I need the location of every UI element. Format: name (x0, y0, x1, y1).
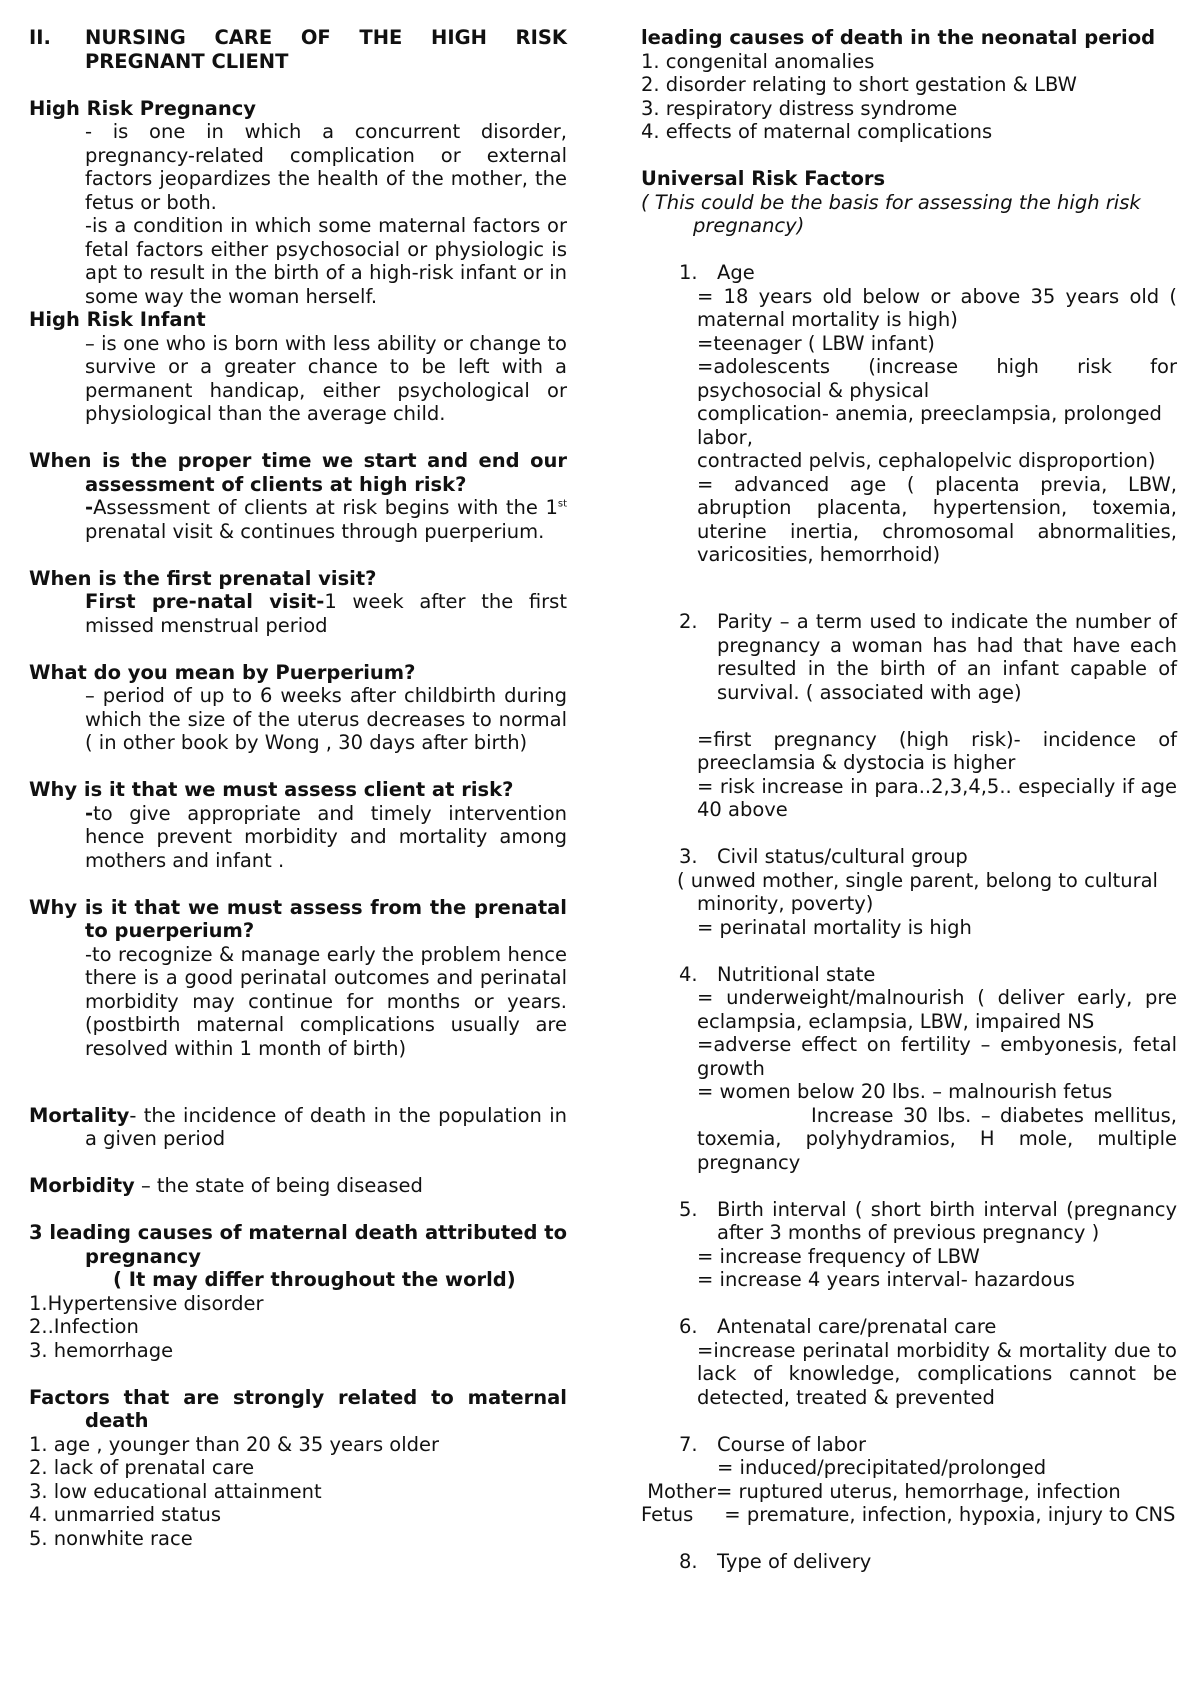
high-risk-infant-heading: High Risk Infant (29, 308, 206, 331)
risk-factor-detail: = risk increase in para..2,3,4,5.. especially if age 40 above (697, 774, 1177, 821)
neonatal-causes-heading: leading causes of death in the neonatal period (641, 26, 1156, 49)
left-column (29, 26, 567, 1550)
right-column (641, 26, 1177, 1574)
risk-factor-detail: =adolescents (increase high risk for psychosocial & physical (697, 355, 1177, 402)
question-assess-at-risk: Why is it that we must assess client at risk? (29, 778, 514, 801)
item-number: 1. (679, 261, 698, 284)
item-number: 3. (679, 845, 698, 868)
answer-prefix: - (85, 801, 94, 825)
risk-factor-detail: = advanced age ( placenta previa, LBW, abruption placenta, hypertension, toxemia, uterine inertia, chromosomal abnormalities, varicosities, hemorrhoid) (697, 472, 1177, 566)
item-title: Age (717, 261, 755, 284)
item-title: Civil status/cultural group (717, 845, 968, 868)
maternal-death-causes-heading: 3 leading causes of maternal death attributed to pregnancy (29, 1221, 567, 1268)
answer-assess-at-risk (29, 802, 567, 873)
item-number: 6. (679, 1315, 698, 1338)
question-first-prenatal-visit: When is the first prenatal visit? (29, 566, 377, 590)
question-assessment-time: When is the proper time we start and end our assessment of clients at high risk? (29, 449, 567, 496)
high-risk-infant-definition: – is one who is born with less ability or change to survive or a greater chance to be left with a permanent handicap, either psychological or physiological than the average child. (85, 331, 567, 425)
item-title: Nutritional state (717, 962, 876, 986)
answer-prefix: - (85, 496, 94, 519)
list-item: 2. lack of prenatal care (29, 1456, 255, 1479)
item-title: Birth interval ( short birth interval (pregnancy after 3 months of previous pregnancy ) (717, 1197, 1177, 1244)
risk-factor-detail: = 18 years old below or above 35 years old ( maternal mortality is high) (697, 284, 1177, 331)
answer-text: Assessment of clients at risk begins with the 1 (93, 496, 558, 519)
answer-text: prenatal visit & continues through puerperium. (85, 519, 545, 543)
risk-factor-detail: =teenager ( LBW infant) (697, 331, 935, 355)
risk-factor-detail: = women below 20 lbs. – malnourish fetus (697, 1080, 1113, 1103)
item-number: 8. (679, 1550, 698, 1573)
list-item: 3. low educational attainment (29, 1479, 322, 1503)
list-item: 5. nonwhite race (29, 1526, 193, 1550)
section-title-text: NURSING CARE OF THE HIGH RISK PREGNANT CLIENT (85, 26, 567, 73)
risk-factor-detail: = increase 4 years interval- hazardous (697, 1268, 1075, 1291)
answer-prenatal-to-puerperium: -to recognize & manage early the problem hence there is a good perinatal outcomes and perinatal morbidity may continue for months or years. (postbirth maternal complications usually are resolved within 1 month of birth) (85, 942, 567, 1060)
risk-factor-detail: = induced/precipitated/prolonged (717, 1456, 1047, 1479)
universal-risk-factors-note: ( This could be the basis for assessing the high risk pregnancy) (641, 190, 1141, 237)
mortality-text: - the incidence of death in the population in a given period (85, 1103, 567, 1150)
risk-factor-detail: Mother= ruptured uterus, hemorrhage, infection (641, 1479, 1121, 1503)
morbidity-definition (29, 1174, 567, 1198)
list-item: 1. age , younger than 20 & 35 years older (29, 1432, 440, 1456)
maternal-death-causes-note: ( It may differ throughout the world) (113, 1268, 516, 1291)
risk-factor-type-of-delivery (641, 1550, 1177, 1574)
item-number: 5. (679, 1197, 698, 1221)
list-item: 2..Infection (29, 1315, 139, 1338)
superscript: st (557, 498, 567, 510)
answer-assessment-time (29, 496, 567, 543)
mortality-definition (29, 1104, 567, 1151)
risk-factor-detail: ( unwed mother, single parent, belong to cultural minority, poverty) (677, 868, 1158, 915)
list-item: 4. effects of maternal complications (641, 120, 993, 143)
risk-factor-age (641, 261, 1177, 285)
question-prenatal-to-puerperium: Why is it that we must assess from the prenatal to puerperium? (29, 895, 567, 942)
risk-factor-detail: Fetus = premature, infection, hypoxia, injury to CNS (641, 1503, 1176, 1526)
item-number: 2. (679, 610, 698, 633)
risk-factor-detail: =first pregnancy (high risk)- incidence of preeclamsia & dystocia is higher (697, 727, 1177, 774)
answer-text: 1 week after the first missed menstrual period (85, 590, 567, 637)
list-item: 3. hemorrhage (29, 1338, 174, 1362)
high-risk-pregnancy-definition-1: - is one in which a concurrent disorder, pregnancy-related complication or external factors jeopardizes the health of the mother, the fetus or both. (85, 120, 567, 214)
list-item: 1.Hypertensive disorder (29, 1291, 264, 1315)
risk-factor-course-of-labor (641, 1433, 1177, 1457)
maternal-death-factors-heading: Factors that are strongly related to maternal death (29, 1385, 567, 1432)
section-number: II. (29, 26, 51, 49)
risk-factor-civil-status (641, 845, 1177, 869)
risk-factor-detail: =adverse effect on fertility – embyonesis, fetal growth (697, 1033, 1177, 1080)
item-title: Course of labor (717, 1432, 866, 1456)
risk-factor-detail: = increase frequency of LBW (697, 1244, 980, 1268)
item-number: 4. (679, 962, 698, 986)
risk-factor-detail: contracted pelvis, cephalopelvic disproportion) (697, 449, 1156, 472)
answer-puerperium: – period of up to 6 weeks after childbirth during which the size of the uterus decreases to normal ( in other book by Wong , 30 days after birth) (85, 684, 567, 754)
item-title: Antenatal care/prenatal care (717, 1315, 997, 1338)
item-title: Type of delivery (717, 1550, 872, 1573)
risk-factor-detail: Increase 30 lbs. – diabetes mellitus, toxemia, polyhydramios, H mole, multiple pregnancy (697, 1103, 1177, 1174)
risk-factor-birth-interval (641, 1198, 1177, 1245)
item-title: Parity – a term used to indicate the number of pregnancy a woman has had that have each resulted in the birth of an infant capable of survival. ( associated with age) (717, 610, 1177, 704)
risk-factor-detail: complication- anemia, preeclampsia, prolonged labor, (697, 402, 1162, 449)
question-puerperium: What do you mean by Puerperium? (29, 660, 416, 684)
list-item: 1. congenital anomalies (641, 49, 875, 73)
universal-risk-factors-heading: Universal Risk Factors (641, 167, 886, 190)
list-item: 2. disorder relating to short gestation & LBW (641, 73, 1077, 96)
item-number: 7. (679, 1432, 698, 1456)
risk-factor-detail: = underweight/malnourish ( deliver early, pre eclampsia, eclampsia, LBW, impaired NS (697, 986, 1177, 1033)
risk-factor-nutritional-state (641, 963, 1177, 987)
answer-text: to give appropriate and timely intervention hence prevent morbidity and mortality among mothers and infant . (85, 801, 567, 872)
high-risk-pregnancy-heading: High Risk Pregnancy (29, 96, 256, 120)
high-risk-pregnancy-definition-2: -is a condition in which some maternal factors or fetal factors either psychosocial or physiologic is apt to result in the birth of a high-risk infant or in some way the woman herself. (85, 214, 567, 308)
risk-factor-detail: =increase perinatal morbidity & mortality due to lack of knowledge, complications cannot be detected, treated & prevented (697, 1338, 1177, 1409)
section-title (29, 26, 567, 73)
risk-factor-detail: = perinatal mortality is high (697, 915, 972, 939)
mortality-term: Mortality (29, 1103, 130, 1127)
answer-first-prenatal-visit (29, 590, 567, 637)
morbidity-term: Morbidity (29, 1174, 135, 1197)
morbidity-text: – the state of being diseased (134, 1174, 423, 1197)
answer-term: First pre-natal visit- (85, 590, 325, 613)
risk-factor-parity (641, 610, 1177, 704)
list-item: 4. unmarried status (29, 1503, 222, 1526)
list-item: 3. respiratory distress syndrome (641, 96, 958, 120)
risk-factor-antenatal-care (641, 1315, 1177, 1339)
